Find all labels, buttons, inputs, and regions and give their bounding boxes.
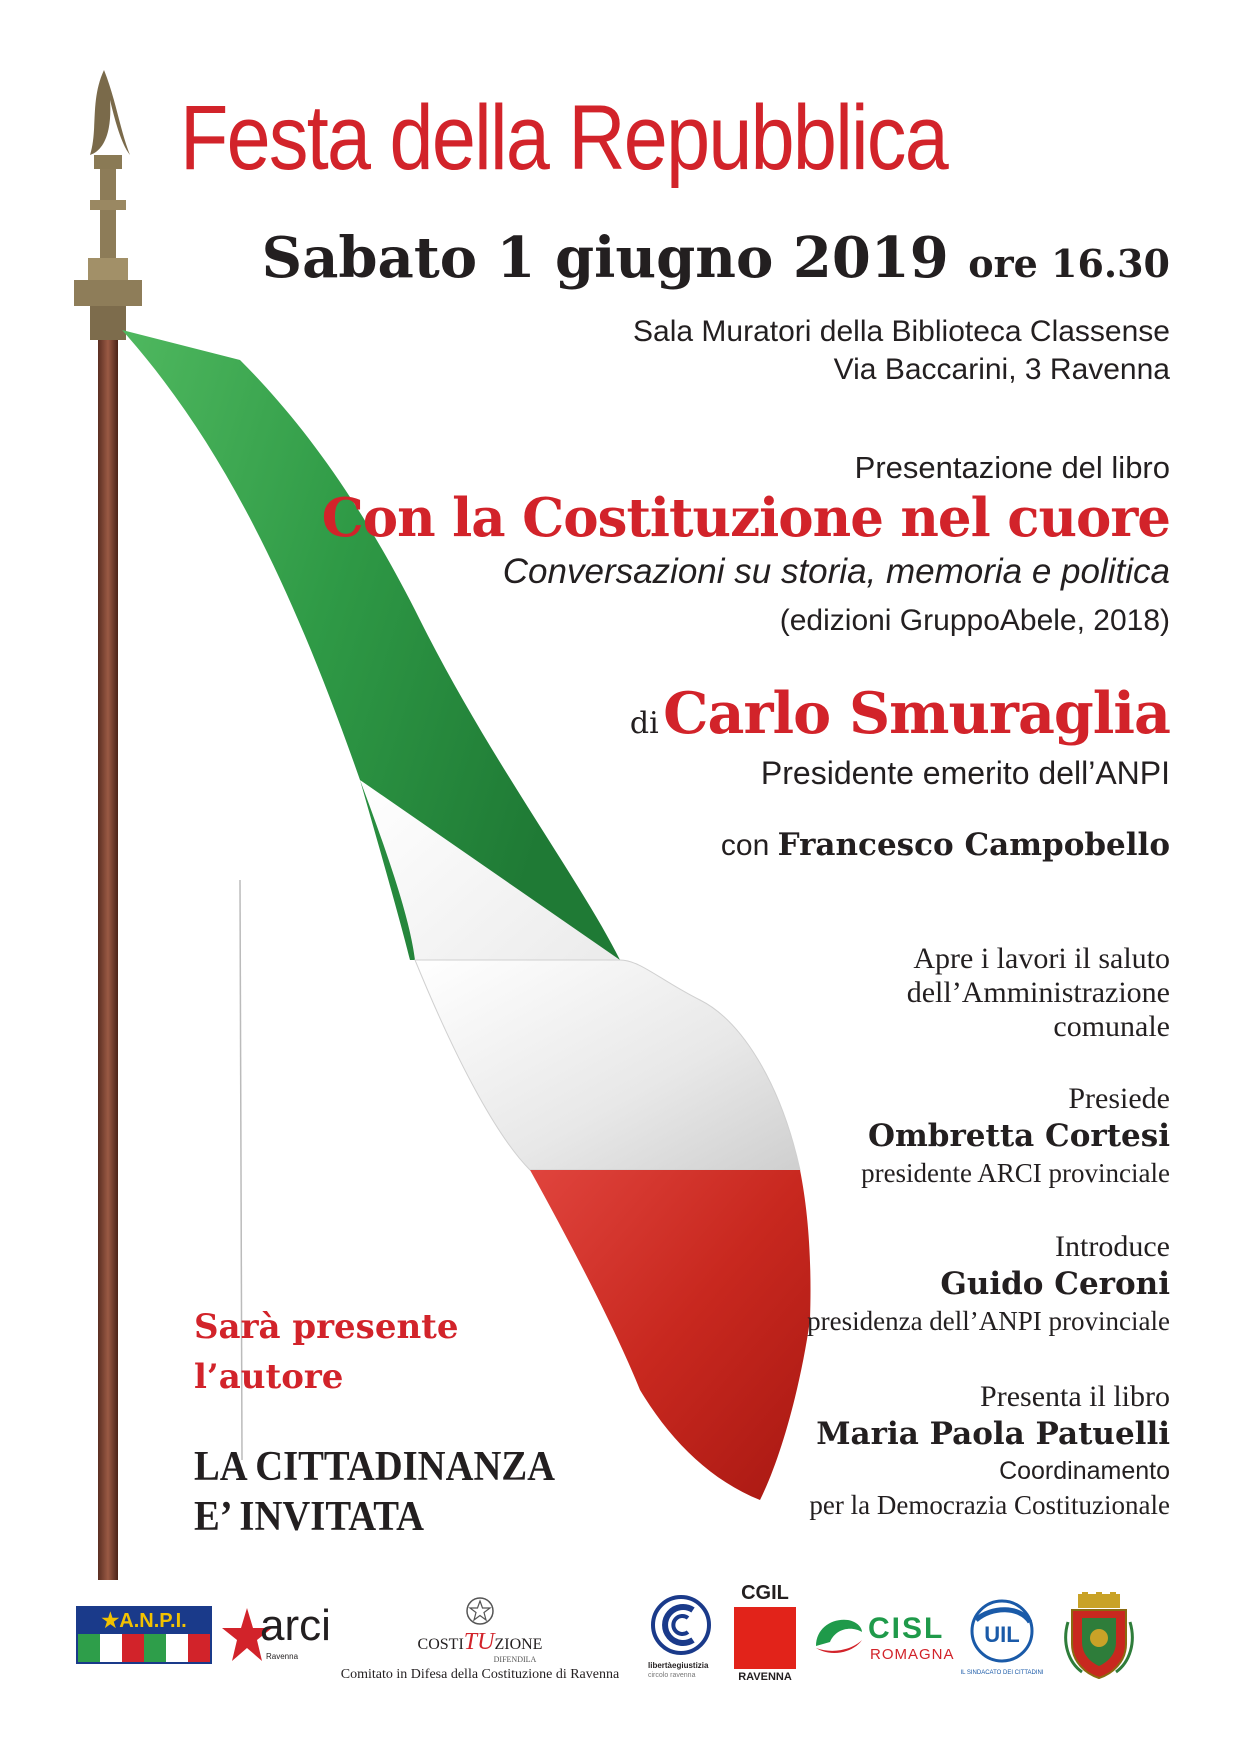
- author-role: Presidente emerito dell’ANPI: [760, 755, 1170, 791]
- cisl-logo: [812, 1612, 962, 1682]
- arci-text: arci: [260, 1601, 331, 1650]
- presenter-role: per la Democrazia Costituzionale: [809, 1490, 1170, 1520]
- eagle-finial-icon: [90, 70, 130, 155]
- intro-name: Guido Ceroni: [940, 1266, 1170, 1302]
- costituzione-c: ZIONE: [494, 1636, 543, 1653]
- intro-label: Introduce: [1055, 1230, 1170, 1263]
- opening-note: [907, 942, 1170, 1044]
- author-prefix: di: [629, 706, 659, 741]
- presenter-block: [809, 1380, 1170, 1522]
- anpi-logo: ★A.N.P.I.: [76, 1606, 212, 1664]
- sponsor-logos: [70, 1582, 1170, 1702]
- date-text: Sabato 1 giugno 2019: [261, 225, 949, 291]
- chair-label: Presiede: [1068, 1082, 1170, 1115]
- flag-red-band: [530, 1170, 811, 1500]
- cisl-text: CISL: [868, 1612, 945, 1645]
- with-prefix: con: [720, 829, 770, 862]
- book-title: Con la Costituzione nel cuore: [321, 487, 1170, 549]
- author-present-note: [194, 1302, 459, 1402]
- liberta-circle-icon: [648, 1594, 714, 1656]
- author-name: Carlo Smuraglia: [663, 680, 1170, 747]
- invitation-note: [194, 1442, 555, 1542]
- opening-line: dell’Amministrazione: [906, 976, 1170, 1009]
- page-title: Festa della Repubblica: [180, 87, 948, 189]
- intro-role: presidenza dell’ANPI provinciale: [807, 1306, 1170, 1336]
- anpi-text: A.N.P.I.: [119, 1610, 187, 1632]
- arci-logo: [222, 1600, 342, 1670]
- book-subtitle: Conversazioni su storia, memoria e politica: [502, 552, 1170, 591]
- costituzione-sub: DIFENDILA: [493, 1655, 537, 1664]
- costituzione-logo: [335, 1594, 625, 1694]
- time-text: ore 16.30: [968, 241, 1170, 286]
- presenter-label: Presenta il libro: [980, 1380, 1170, 1413]
- opening-line: comunale: [1053, 1010, 1170, 1043]
- comitato-text: Comitato in Difesa della Costituzione di Ravenna: [340, 1667, 620, 1682]
- presenter-role: Coordinamento: [999, 1457, 1170, 1485]
- author-present-line: Sarà presente: [194, 1307, 459, 1347]
- cgil-text: CGIL: [741, 1582, 789, 1604]
- chair-block: [861, 1082, 1170, 1190]
- with-line: [721, 826, 1170, 865]
- opening-line: Apre i lavori il saluto: [913, 942, 1170, 975]
- uil-logo: [954, 1598, 1050, 1688]
- author-present-line: l’autore: [194, 1357, 344, 1397]
- intro-block: [807, 1230, 1170, 1338]
- invitation-line: LA CITTADINANZA: [194, 1444, 556, 1490]
- uil-globe-icon: [964, 1598, 1040, 1664]
- liberta-text: libertàegiustizia: [648, 1661, 709, 1670]
- uil-sub: IL SINDACATO DEI CITTADINI: [960, 1670, 1044, 1676]
- book-intro: Presentazione del libro: [854, 450, 1170, 485]
- cisl-mark-icon: [812, 1616, 864, 1656]
- flag-green-band: [122, 330, 620, 960]
- book-edition: (edizioni GruppoAbele, 2018): [779, 604, 1170, 637]
- venue-address: Via Baccarini, 3 Ravenna: [833, 353, 1170, 386]
- arci-sub: Ravenna: [266, 1652, 299, 1661]
- presenter-name: Maria Paola Patuelli: [816, 1416, 1170, 1452]
- author-line: [630, 682, 1170, 761]
- chair-role: presidente ARCI provinciale: [861, 1158, 1170, 1188]
- event-date: [262, 226, 1170, 296]
- cgil-square-icon: [734, 1607, 796, 1669]
- venue-name: Sala Muratori della Biblioteca Classense: [633, 315, 1170, 348]
- uil-text: UIL: [984, 1622, 1020, 1647]
- cisl-sub: ROMAGNA: [870, 1646, 955, 1663]
- cgil-sub: RAVENNA: [738, 1671, 792, 1683]
- costituzione-a: COSTI: [417, 1636, 464, 1653]
- with-name: Francesco Campobello: [777, 827, 1170, 863]
- chair-name: Ombretta Cortesi: [867, 1118, 1170, 1154]
- invitation-line: E’ INVITATA: [194, 1494, 425, 1540]
- liberta-sub: circolo ravenna: [648, 1672, 696, 1679]
- liberta-giustizia-logo: [648, 1594, 718, 1684]
- ravenna-coat-of-arms: [1062, 1592, 1142, 1682]
- coat-of-arms-icon: [1062, 1592, 1136, 1680]
- flag-pole: [98, 340, 118, 1580]
- costituzione-b: TU: [463, 1629, 495, 1655]
- republic-emblem-icon: [465, 1594, 495, 1628]
- cgil-logo: [734, 1582, 796, 1692]
